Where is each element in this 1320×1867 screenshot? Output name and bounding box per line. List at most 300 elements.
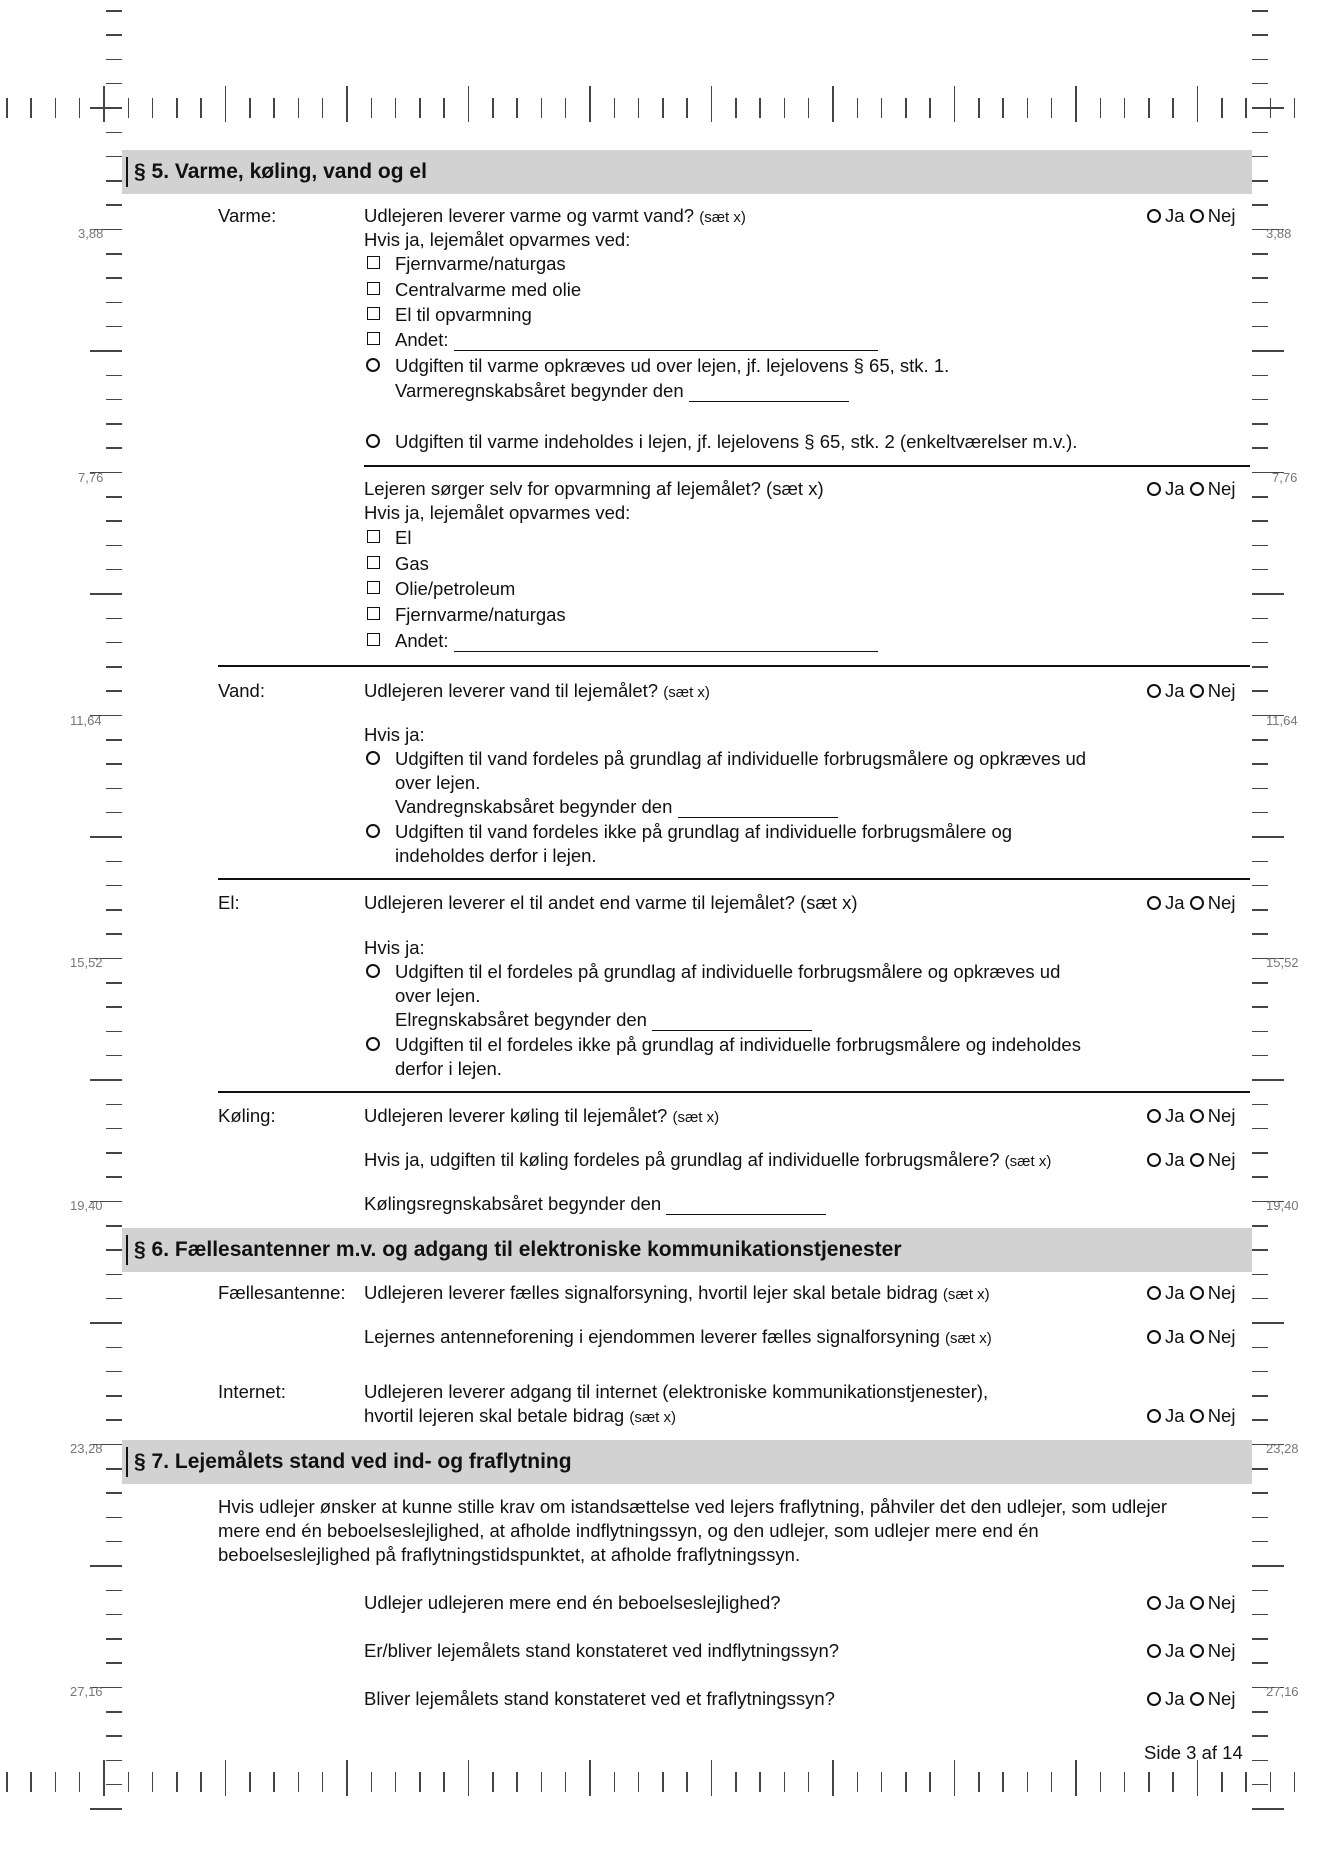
margin-tick: [90, 107, 122, 109]
margin-tick: [106, 1395, 122, 1397]
ruler-tick: [1294, 98, 1296, 118]
margin-mark-left: 3,88: [78, 226, 104, 241]
el-yes-no[interactable]: Ja Nej: [1147, 892, 1235, 914]
margin-tick: [1252, 545, 1268, 547]
margin-tick: [1252, 1541, 1268, 1543]
margin-tick: [1252, 180, 1268, 182]
ruler-tick: [1172, 98, 1174, 118]
divider: [218, 1091, 1250, 1093]
ruler-tick: [200, 1772, 202, 1792]
el-r2a: Udgiften til el fordeles ikke på grundlag af individuelle forbrugsmålere og indeholdes: [395, 1034, 1081, 1055]
margin-tick: [1252, 1104, 1268, 1106]
internet-q1: Udlejeren leverer adgang til internet (elektroniske kommunikationstjenester),: [364, 1381, 989, 1402]
margin-tick: [106, 253, 122, 255]
margin-tick: [106, 156, 122, 158]
margin-tick: [106, 326, 122, 328]
ruler-tick: [1148, 1772, 1150, 1792]
margin-tick: [106, 1784, 122, 1786]
margin-mark-left: 23,28: [70, 1441, 103, 1456]
margin-tick: [1252, 132, 1268, 134]
andet-field[interactable]: [454, 633, 878, 652]
margin-tick: [1252, 1152, 1268, 1154]
margin-mark-right: 27,16: [1266, 1684, 1299, 1699]
ruler-tick: [832, 1760, 834, 1796]
margin-tick: [106, 666, 122, 668]
margin-mark-right: 19,40: [1266, 1198, 1299, 1213]
ruler-tick: [225, 86, 227, 122]
margin-tick: [90, 1322, 122, 1324]
nej-radio-icon[interactable]: [1190, 1286, 1204, 1300]
margin-mark-right: 7,76: [1272, 470, 1298, 485]
margin-tick: [106, 399, 122, 401]
ja-radio-icon[interactable]: [1147, 684, 1161, 698]
varme-option: Fjernvarme/naturgas: [395, 253, 566, 274]
margin-tick: [106, 1031, 122, 1033]
checkbox-icon[interactable]: [367, 332, 380, 345]
ruler-tick: [1027, 1772, 1029, 1792]
margin-tick: [90, 593, 122, 595]
ruler-tick: [298, 1772, 300, 1792]
checkbox-icon[interactable]: [367, 307, 380, 320]
margin-tick: [1252, 861, 1268, 863]
varme-r1b: Varmeregnskabsåret begynder den: [395, 380, 849, 402]
margin-tick: [106, 1711, 122, 1713]
ruler-tick: [152, 1772, 154, 1792]
margin-tick: [1252, 1638, 1268, 1640]
varme-yes-no[interactable]: Ja Nej: [1147, 205, 1235, 227]
margin-tick: [106, 1541, 122, 1543]
nej-radio-icon[interactable]: [1190, 1644, 1204, 1658]
ruler-tick: [492, 98, 494, 118]
internet-yes-no[interactable]: Ja Nej: [1147, 1405, 1235, 1427]
margin-tick: [1252, 739, 1268, 741]
margin-tick: [106, 1006, 122, 1008]
margin-tick: [106, 1152, 122, 1154]
margin-tick: [106, 34, 122, 36]
margin-tick: [1252, 423, 1268, 425]
margin-tick: [106, 277, 122, 279]
nej-radio-icon[interactable]: [1190, 1692, 1204, 1706]
ruler-tick: [419, 1772, 421, 1792]
margin-mark-left: 11,64: [70, 713, 102, 728]
sec7-q1-yes-no[interactable]: Ja Nej: [1147, 1592, 1235, 1614]
margin-tick: [106, 1419, 122, 1421]
ruler-tick: [443, 1772, 445, 1792]
ruler-tick: [55, 98, 57, 118]
checkbox-icon[interactable]: [367, 256, 380, 269]
section-6-title: § 6. Fællesantenner m.v. og adgang til elektroniske kommunikationstjenester: [134, 1238, 902, 1261]
ruler-tick: [954, 86, 956, 122]
margin-tick: [106, 1492, 122, 1494]
margin-tick: [106, 1347, 122, 1349]
sec7-intro-line: beboelseslejlighed på fraflytningstidspunktet, at afholde fraflytningssyn.: [218, 1544, 801, 1565]
ruler-tick: [443, 98, 445, 118]
ruler-tick: [1124, 98, 1126, 118]
ruler-tick: [929, 1772, 931, 1792]
nej-radio-icon[interactable]: [1190, 482, 1204, 496]
margin-tick: [1252, 1517, 1268, 1519]
margin-tick: [1252, 1347, 1268, 1349]
ruler-tick: [1051, 98, 1053, 118]
sec7-q3-yes-no[interactable]: Ja Nej: [1147, 1688, 1235, 1710]
margin-tick: [106, 885, 122, 887]
vand-label: Vand:: [218, 680, 265, 701]
checkbox-icon[interactable]: [367, 633, 380, 646]
checkbox-icon[interactable]: [367, 556, 380, 569]
margin-tick: [1252, 83, 1268, 85]
ruler-tick: [30, 98, 32, 118]
ruler-tick: [881, 1772, 883, 1792]
radio-icon[interactable]: [366, 824, 380, 838]
margin-tick: [106, 1517, 122, 1519]
margin-tick: [1252, 204, 1268, 206]
margin-tick: [1252, 1322, 1284, 1324]
nej-radio-icon[interactable]: [1190, 1330, 1204, 1344]
margin-tick: [106, 1055, 122, 1057]
ruler-tick: [1294, 1772, 1296, 1792]
ruler-tick: [784, 98, 786, 118]
margin-tick: [1252, 788, 1268, 790]
ruler-tick: [686, 98, 688, 118]
internet-q2: hvortil lejeren skal betale bidrag (sæt x): [364, 1405, 676, 1426]
margin-tick: [1252, 1055, 1268, 1057]
ruler-tick: [79, 1772, 81, 1792]
margin-mark-right: 11,64: [1266, 713, 1298, 728]
ruler-tick: [735, 1772, 737, 1792]
ruler-tick: [176, 1772, 178, 1792]
ruler-tick: [929, 98, 931, 118]
varme-label: Varme:: [218, 205, 277, 226]
ruler-tick: [759, 98, 761, 118]
margin-tick: [1252, 375, 1268, 377]
margin-tick: [90, 350, 122, 352]
ruler-tick: [881, 98, 883, 118]
vand-r1c: Vandregnskabsåret begynder den: [395, 796, 838, 818]
vand-hvis: Hvis ja:: [364, 724, 425, 745]
margin-mark-left: 27,16: [70, 1684, 103, 1699]
nej-radio-icon[interactable]: [1190, 1153, 1204, 1167]
ja-radio-icon[interactable]: [1147, 896, 1161, 910]
radio-icon[interactable]: [366, 434, 380, 448]
ruler-tick: [832, 86, 834, 122]
nej-radio-icon[interactable]: [1190, 1409, 1204, 1423]
ruler-tick: [298, 98, 300, 118]
ruler-tick: [711, 1760, 713, 1796]
ruler-tick: [30, 1772, 32, 1792]
ruler-tick: [638, 1772, 640, 1792]
radio-icon[interactable]: [366, 1037, 380, 1051]
margin-tick: [1252, 302, 1268, 304]
margin-tick: [90, 1079, 122, 1081]
margin-tick: [106, 1225, 122, 1227]
ja-radio-icon[interactable]: [1147, 1286, 1161, 1300]
ruler-tick: [1002, 98, 1004, 118]
margin-tick: [1252, 1225, 1268, 1227]
margin-tick: [1252, 593, 1284, 595]
sec7-q2: Er/bliver lejemålets stand konstateret ved indflytningssyn?: [364, 1640, 840, 1661]
margin-tick: [1252, 618, 1268, 620]
koling-q2: Hvis ja, udgiften til køling fordeles på grundlag af individuelle forbrugsmålere? (sæt x): [364, 1149, 1052, 1170]
ruler-tick: [711, 86, 713, 122]
margin-tick: [1252, 1079, 1284, 1081]
ruler-tick: [978, 1772, 980, 1792]
checkbox-icon[interactable]: [367, 607, 380, 620]
ruler-tick: [371, 1772, 373, 1792]
opvarmning-option: Olie/petroleum: [395, 578, 516, 599]
margin-mark-left: 7,76: [78, 470, 104, 485]
margin-tick: [1252, 642, 1268, 644]
ja-radio-icon[interactable]: [1147, 1109, 1161, 1123]
ruler-tick: [1148, 98, 1150, 118]
faellesantenne-q2-yes-no[interactable]: Ja Nej: [1147, 1326, 1235, 1348]
varme-q2-yes-no[interactable]: Ja Nej: [1147, 478, 1235, 500]
ruler-tick: [103, 86, 105, 122]
margin-tick: [106, 423, 122, 425]
opvarmning-option: El: [395, 527, 412, 548]
margin-tick: [106, 1371, 122, 1373]
divider: [218, 665, 1250, 667]
sec7-q3: Bliver lejemålets stand konstateret ved et fraflytningssyn?: [364, 1688, 835, 1709]
margin-tick: [1252, 1031, 1268, 1033]
margin-tick: [1252, 1395, 1268, 1397]
radio-icon[interactable]: [366, 751, 380, 765]
margin-tick: [1252, 836, 1284, 838]
margin-tick: [1252, 933, 1268, 935]
koling-q3: Kølingsregnskabsåret begynder den: [364, 1193, 826, 1215]
radio-icon[interactable]: [366, 358, 380, 372]
divider: [218, 878, 1250, 880]
ruler-tick: [857, 1772, 859, 1792]
margin-tick: [106, 1128, 122, 1130]
faellesantenne-q1: Udlejeren leverer fælles signalforsyning, hvortil lejer skal betale bidrag (sæt x): [364, 1282, 990, 1303]
vand-yes-no[interactable]: Ja Nej: [1147, 680, 1235, 702]
section-5-title: § 5. Varme, køling, vand og el: [134, 160, 427, 183]
koling-q2-yes-no[interactable]: Ja Nej: [1147, 1149, 1235, 1171]
varme-option-andet: Andet:: [395, 329, 878, 351]
opvarmning-option-andet: Andet:: [395, 630, 878, 652]
nej-radio-icon[interactable]: [1190, 209, 1204, 223]
margin-tick: [1252, 107, 1284, 109]
ruler-tick: [225, 1760, 227, 1796]
internet-label: Internet:: [218, 1381, 286, 1402]
margin-tick: [1252, 1662, 1268, 1664]
ruler-tick: [1245, 1772, 1247, 1792]
ruler-tick: [1100, 98, 1102, 118]
koling-q1-yes-no[interactable]: Ja Nej: [1147, 1105, 1235, 1127]
section-5-header: [122, 150, 1252, 194]
ruler-tick: [152, 98, 154, 118]
margin-tick: [106, 1735, 122, 1737]
date-field[interactable]: [678, 799, 838, 818]
margin-tick: [1252, 666, 1268, 668]
section-6-header: [122, 1228, 1252, 1272]
andet-field[interactable]: [454, 332, 878, 351]
margin-tick: [106, 496, 122, 498]
ja-radio-icon[interactable]: [1147, 1409, 1161, 1423]
margin-tick: [1252, 350, 1284, 352]
margin-tick: [90, 836, 122, 838]
ruler-tick: [565, 98, 567, 118]
el-r1a: Udgiften til el fordeles på grundlag af individuelle forbrugsmålere og opkræves ud: [395, 961, 1061, 982]
ruler-tick: [273, 1772, 275, 1792]
margin-tick: [1252, 253, 1268, 255]
margin-tick: [1252, 520, 1268, 522]
varme-hvis-text: Hvis ja, lejemålet opvarmes ved:: [364, 229, 631, 250]
ruler-tick: [1197, 1760, 1199, 1796]
margin-tick: [106, 739, 122, 741]
ruler-tick: [541, 98, 543, 118]
margin-tick: [1252, 690, 1268, 692]
ja-radio-icon[interactable]: [1147, 1596, 1161, 1610]
margin-tick: [106, 812, 122, 814]
koling-label: Køling:: [218, 1105, 276, 1126]
vand-r1a: Udgiften til vand fordeles på grundlag af individuelle forbrugsmålere og opkræves ud: [395, 748, 1087, 769]
margin-tick: [1252, 1492, 1268, 1494]
margin-tick: [106, 690, 122, 692]
checkbox-icon[interactable]: [367, 282, 380, 295]
ruler-tick: [176, 98, 178, 118]
ruler-tick: [516, 98, 518, 118]
ruler-tick: [1270, 98, 1272, 118]
vand-r1b: over lejen.: [395, 772, 481, 793]
margin-mark-right: 23,28: [1266, 1441, 1299, 1456]
ruler-tick: [808, 1772, 810, 1792]
koling-q1: Udlejeren leverer køling til lejemålet? (sæt x): [364, 1105, 720, 1126]
margin-tick: [106, 375, 122, 377]
ruler-tick: [1075, 86, 1077, 122]
nej-radio-icon[interactable]: [1190, 1109, 1204, 1123]
ruler-tick: [662, 1772, 664, 1792]
ja-radio-icon[interactable]: [1147, 209, 1161, 223]
ruler-tick: [200, 98, 202, 118]
margin-tick: [106, 788, 122, 790]
nej-radio-icon[interactable]: [1190, 1596, 1204, 1610]
ruler-tick: [589, 1760, 591, 1796]
ruler-tick: [905, 1772, 907, 1792]
margin-tick: [106, 59, 122, 61]
ruler-tick: [1197, 86, 1199, 122]
page-number: Side 3 af 14: [1144, 1742, 1243, 1763]
margin-tick: [1252, 1735, 1268, 1737]
margin-tick: [106, 132, 122, 134]
margin-tick: [106, 1249, 122, 1251]
ruler-tick: [322, 98, 324, 118]
margin-tick: [1252, 1808, 1284, 1810]
ruler-tick: [249, 98, 251, 118]
ruler-tick: [589, 86, 591, 122]
margin-tick: [1252, 909, 1268, 911]
margin-tick: [106, 204, 122, 206]
margin-tick: [106, 1760, 122, 1762]
margin-mark-left: 19,40: [70, 1198, 103, 1213]
el-r1c: Elregnskabsåret begynder den: [395, 1009, 812, 1031]
margin-tick: [1252, 1590, 1268, 1592]
radio-icon[interactable]: [366, 964, 380, 978]
margin-tick: [106, 302, 122, 304]
checkbox-icon[interactable]: [367, 530, 380, 543]
date-field[interactable]: [652, 1012, 812, 1031]
varme-q2: Lejeren sørger selv for opvarmning af lejemålet? (sæt x): [364, 478, 824, 499]
varme-hvis2-text: Hvis ja, lejemålet opvarmes ved:: [364, 502, 631, 523]
margin-tick: [106, 909, 122, 911]
ja-radio-icon[interactable]: [1147, 1692, 1161, 1706]
section-7-title: § 7. Lejemålets stand ved ind- og fraflytning: [134, 1450, 572, 1473]
ruler-tick: [565, 1772, 567, 1792]
margin-tick: [1252, 569, 1268, 571]
margin-tick: [106, 1468, 122, 1470]
margin-tick: [106, 982, 122, 984]
margin-tick: [106, 1590, 122, 1592]
margin-tick: [106, 1298, 122, 1300]
margin-tick: [106, 1662, 122, 1664]
ruler-tick: [1002, 1772, 1004, 1792]
ja-radio-icon[interactable]: [1147, 482, 1161, 496]
faellesantenne-q1-yes-no[interactable]: Ja Nej: [1147, 1282, 1235, 1304]
nej-radio-icon[interactable]: [1190, 684, 1204, 698]
margin-tick: [1252, 1784, 1268, 1786]
sec7-q2-yes-no[interactable]: Ja Nej: [1147, 1640, 1235, 1662]
date-field[interactable]: [689, 383, 849, 402]
vand-r2a: Udgiften til vand fordeles ikke på grundlag af individuelle forbrugsmålere og: [395, 821, 1013, 842]
ruler-tick: [419, 98, 421, 118]
margin-tick: [1252, 496, 1268, 498]
el-question: Udlejeren leverer el til andet end varme til lejemålet? (sæt x): [364, 892, 858, 913]
date-field[interactable]: [666, 1196, 826, 1215]
ruler-tick: [79, 98, 81, 118]
margin-tick: [1252, 812, 1268, 814]
ruler-tick: [857, 98, 859, 118]
nej-radio-icon[interactable]: [1190, 896, 1204, 910]
margin-tick: [106, 933, 122, 935]
ruler-tick: [1245, 98, 1247, 118]
ruler-tick: [614, 98, 616, 118]
margin-tick: [1252, 156, 1268, 158]
ja-radio-icon[interactable]: [1147, 1153, 1161, 1167]
ruler-tick: [468, 86, 470, 122]
el-r1b: over lejen.: [395, 985, 481, 1006]
ruler-tick: [516, 1772, 518, 1792]
margin-tick: [106, 1104, 122, 1106]
ruler-tick: [6, 1772, 8, 1792]
ja-radio-icon[interactable]: [1147, 1330, 1161, 1344]
varme-option: El til opvarmning: [395, 304, 532, 325]
margin-tick: [106, 520, 122, 522]
ruler-tick: [1270, 1772, 1272, 1792]
ruler-tick: [1075, 1760, 1077, 1796]
varme-r1: Udgiften til varme opkræves ud over lejen, jf. lejelovens § 65, stk. 1.: [395, 355, 950, 376]
ruler-tick: [128, 98, 130, 118]
margin-tick: [1252, 1128, 1268, 1130]
margin-tick: [1252, 1274, 1268, 1276]
ruler-tick: [128, 1772, 130, 1792]
ja-radio-icon[interactable]: [1147, 1644, 1161, 1658]
margin-tick: [106, 1614, 122, 1616]
ruler-tick: [1172, 1772, 1174, 1792]
checkbox-icon[interactable]: [367, 581, 380, 594]
ruler-tick: [346, 86, 348, 122]
vand-r2b: indeholdes derfor i lejen.: [395, 845, 597, 866]
margin-tick: [106, 763, 122, 765]
margin-tick: [1252, 277, 1268, 279]
margin-tick: [1252, 1006, 1268, 1008]
ruler-tick: [686, 1772, 688, 1792]
margin-tick: [1252, 1760, 1268, 1762]
ruler-tick: [954, 1760, 956, 1796]
margin-tick: [1252, 1371, 1268, 1373]
margin-tick: [106, 10, 122, 12]
sec7-q1: Udlejer udlejeren mere end én beboelseslejlighed?: [364, 1592, 781, 1613]
margin-tick: [1252, 885, 1268, 887]
